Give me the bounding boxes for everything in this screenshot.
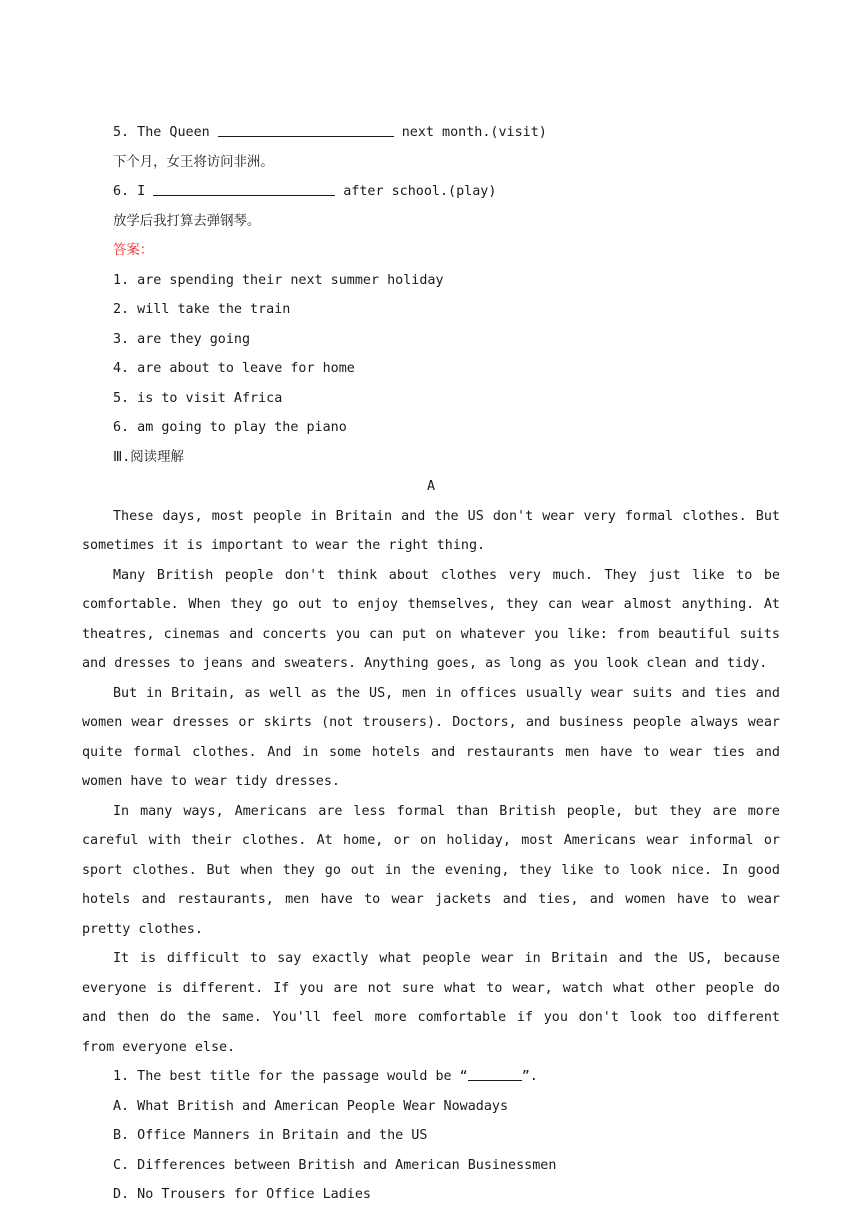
exercise-item-6 xyxy=(82,177,780,207)
exercise-item-5-translation: 下个月，女王将访问非洲。 xyxy=(113,154,274,170)
question-stem xyxy=(82,1062,780,1092)
exercise-item-prefix: 5. The Queen xyxy=(113,125,210,140)
answer-line: 1. are spending their next summer holiday xyxy=(113,272,444,288)
exercise-item-5 xyxy=(82,118,780,148)
passage-paragraph: But in Britain, as well as the US, men in offices usually wear suits and ties and women wear dresses or skirts (not trousers). Doctors, and business people always wear quite formal clothes. And in some hotels and restaurants men have to wear ties and women have to wear tidy dresses. xyxy=(82,685,780,789)
answer-line: 3. are they going xyxy=(113,331,251,347)
answer-line: 6. am going to play the piano xyxy=(113,420,347,435)
exercise-item-suffix: after school.(play) xyxy=(343,184,497,199)
question-blank xyxy=(468,1066,522,1081)
passage-paragraph: In many ways, Americans are less formal than British people, but they are more careful with their clothes. At home, or on holiday, most Americans wear informal or sport clothes. But when they go out in the evening, they like to look nice. In good hotels and restaurants, men have to wear jackets and ties, and women have to wear pretty clothes. xyxy=(82,803,780,937)
question-stem-prefix: 1. The best title for the passage would be “ xyxy=(113,1069,468,1084)
passage-paragraph: It is difficult to say exactly what people wear in Britain and the US, because everyone is different. If you are not sure what to wear, watch what other people do and then do the same. You'll feel more comfortable if you don't look too different from everyone else. xyxy=(82,951,780,1055)
exercise-item-6-translation: 放学后我打算去弹钢琴。 xyxy=(113,213,261,229)
exercise-item-suffix: next month.(visit) xyxy=(401,125,547,140)
answer-line: 5. is to visit Africa xyxy=(113,390,283,406)
question-option-a: A. What British and American People Wear Nowadays xyxy=(113,1098,509,1114)
exercise-item-prefix: 6. I xyxy=(113,184,146,199)
question-stem-suffix: ”. xyxy=(521,1069,538,1084)
question-option-d: D. No Trousers for Office Ladies xyxy=(113,1187,371,1202)
question-option-b: B. Office Manners in Britain and the US xyxy=(113,1128,428,1143)
section-title: Ⅲ.阅读理解 xyxy=(113,449,184,465)
passage-label: A xyxy=(426,479,436,494)
answer-line: 2. will take the train xyxy=(113,302,291,317)
answer-blank xyxy=(218,122,394,137)
question-option-c: C. Differences between British and American Businessmen xyxy=(113,1157,557,1173)
answer-line: 4. are about to leave for home xyxy=(113,361,355,376)
answer-label: 答案： xyxy=(113,243,154,258)
passage-paragraph: Many British people don't think about clothes very much. They just like to be comfortable. When they go out to enjoy themselves, they can wear almost anything. At theatres, cinemas and concerts you can put on whatever you like: from beautiful suits and dresses to jeans and sweaters. Anything goes, as long as you look clean and tidy. xyxy=(82,567,780,671)
passage-paragraph: These days, most people in Britain and the US don't wear very formal clothes. But sometimes it is important to wear the right thing. xyxy=(82,508,780,553)
answer-blank xyxy=(153,181,335,196)
worksheet-page xyxy=(82,118,780,1210)
